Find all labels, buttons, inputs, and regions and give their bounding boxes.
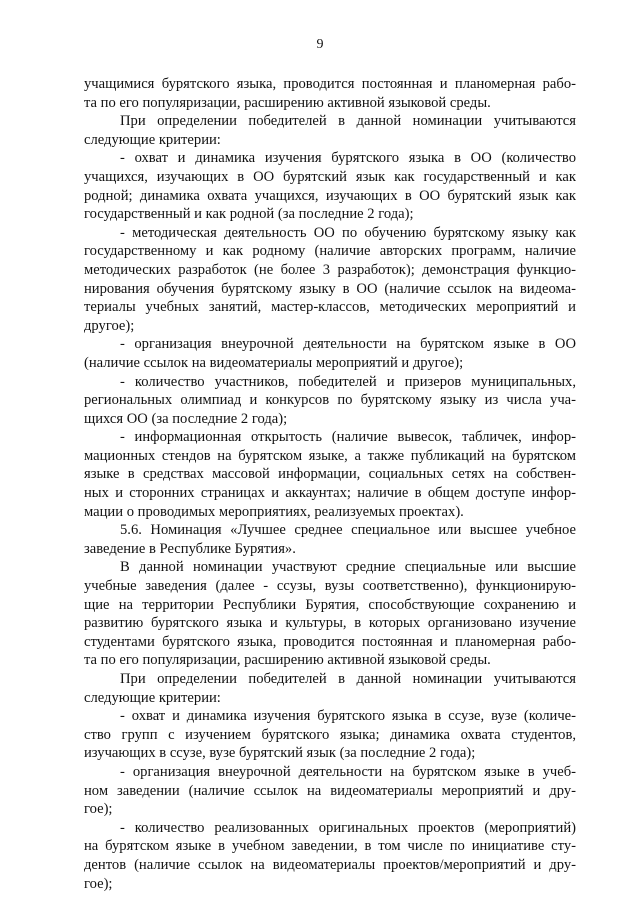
text-line: методических разработок (не более 3 разработок); демонстрация функцио- — [84, 261, 576, 278]
text-line: учащимися бурятского языка, проводится постоянная и планомерная рабо- — [84, 76, 576, 92]
text-line: государственному и как родному (наличие авторских программ, наличие — [84, 243, 576, 260]
text-line: дентов (наличие ссылок на видеоматериалы проектов/мероприятий и дру- — [84, 856, 576, 873]
text-line: та по его популяризации, расширению активной языковой среды. — [84, 94, 491, 111]
text-line: - количество участников, победителей и призеров муниципальных, — [120, 373, 576, 390]
text-line: студентами бурятского языка, проводится постоянная и планомерная рабо- — [84, 633, 576, 650]
text-line: (наличие ссылок на видеоматериалы мероприятий и другое); — [84, 354, 464, 371]
text-line: мационных стендов на бурятском языке, а также публикаций на бурятском — [84, 447, 576, 464]
text-line: териалы учебных занятий, мастер-классов, методических мероприятий и — [84, 299, 576, 316]
text-line: - количество реализованных оригинальных проектов (мероприятий) — [120, 819, 576, 836]
text-line: региональных олимпиад и конкурсов по бурятскому языку из числа уча- — [84, 392, 576, 409]
text-line: ных и сторонних страницах и аккаунтах; наличие в общем доступе инфор- — [84, 485, 576, 502]
text-line: та по его популяризации, расширению активной языковой среды. — [84, 652, 491, 669]
text-line: языке в средствах массовой информации, социальных сетях на собствен- — [84, 466, 576, 483]
text-line: следующие критерии: — [84, 131, 221, 148]
text-line: В данной номинации участвуют средние специальные или высшие — [120, 559, 576, 576]
text-line: - охват и динамика изучения бурятского языка в ссузе, вузе (количе- — [120, 708, 576, 725]
text-line: - методическая деятельность ОО по обучению бурятскому языку как — [120, 224, 576, 241]
text-line: щие на территории Республики Бурятия, способствующие сохранению и — [84, 596, 576, 613]
text-line: При определении победителей в данной номинации учитываются — [120, 671, 576, 687]
text-line: нирования обучения бурятскому языку в ОО (наличие ссылок на видеома- — [84, 280, 576, 297]
text-line: ство групп с изучением бурятского языка; динамика охвата студентов, — [84, 726, 576, 743]
text-line: гое); — [84, 801, 113, 818]
text-line: следующие критерии: — [84, 689, 221, 706]
text-line: другое); — [84, 317, 135, 334]
text-line: учащихся, изучающих в ОО бурятский язык как государственный и как — [84, 168, 576, 185]
text-line: щихся ОО (за последние 2 года); — [84, 410, 288, 427]
text-line: ном заведении (наличие ссылок на видеоматериалы мероприятий и дру- — [84, 782, 576, 799]
page-number: 9 — [316, 37, 324, 52]
text-line: родной; динамика охвата учащихся, изучающих в ОО бурятский язык как — [84, 187, 576, 204]
text-line: изучающих в ссузе, вузе бурятский язык (за последние 2 года); — [84, 745, 476, 762]
text-line: государственный и как родной (за последние 2 года); — [84, 206, 414, 223]
text-line: развитию бурятского языка и культуры, в которых организовано изучение — [84, 615, 576, 632]
document-body — [84, 75, 576, 893]
text-line: - охват и динамика изучения бурятского языка в ОО (количество — [120, 150, 576, 167]
text-line: учебные заведения (далее - ссузы, вузы соответственно), функционирую- — [84, 578, 576, 595]
text-line: - организация внеурочной деятельности на бурятском языке в учеб- — [120, 763, 576, 780]
text-line: заведение в Республике Бурятия». — [84, 540, 296, 557]
text-line: При определении победителей в данной номинации учитываются — [120, 113, 576, 130]
text-line: - организация внеурочной деятельности на бурятском языке в ОО — [120, 336, 576, 353]
text-line: гое); — [84, 875, 113, 892]
text-line: 5.6. Номинация «Лучшее среднее специальное или высшее учебное — [120, 522, 576, 539]
text-line: мации о проводимых мероприятиях, реализуемых проектах). — [84, 503, 464, 520]
text-line: - информационная открытость (наличие вывесок, табличек, инфор- — [120, 429, 576, 446]
text-line: на бурятском языке в учебном заведении, в том числе по инициативе сту- — [84, 838, 576, 855]
